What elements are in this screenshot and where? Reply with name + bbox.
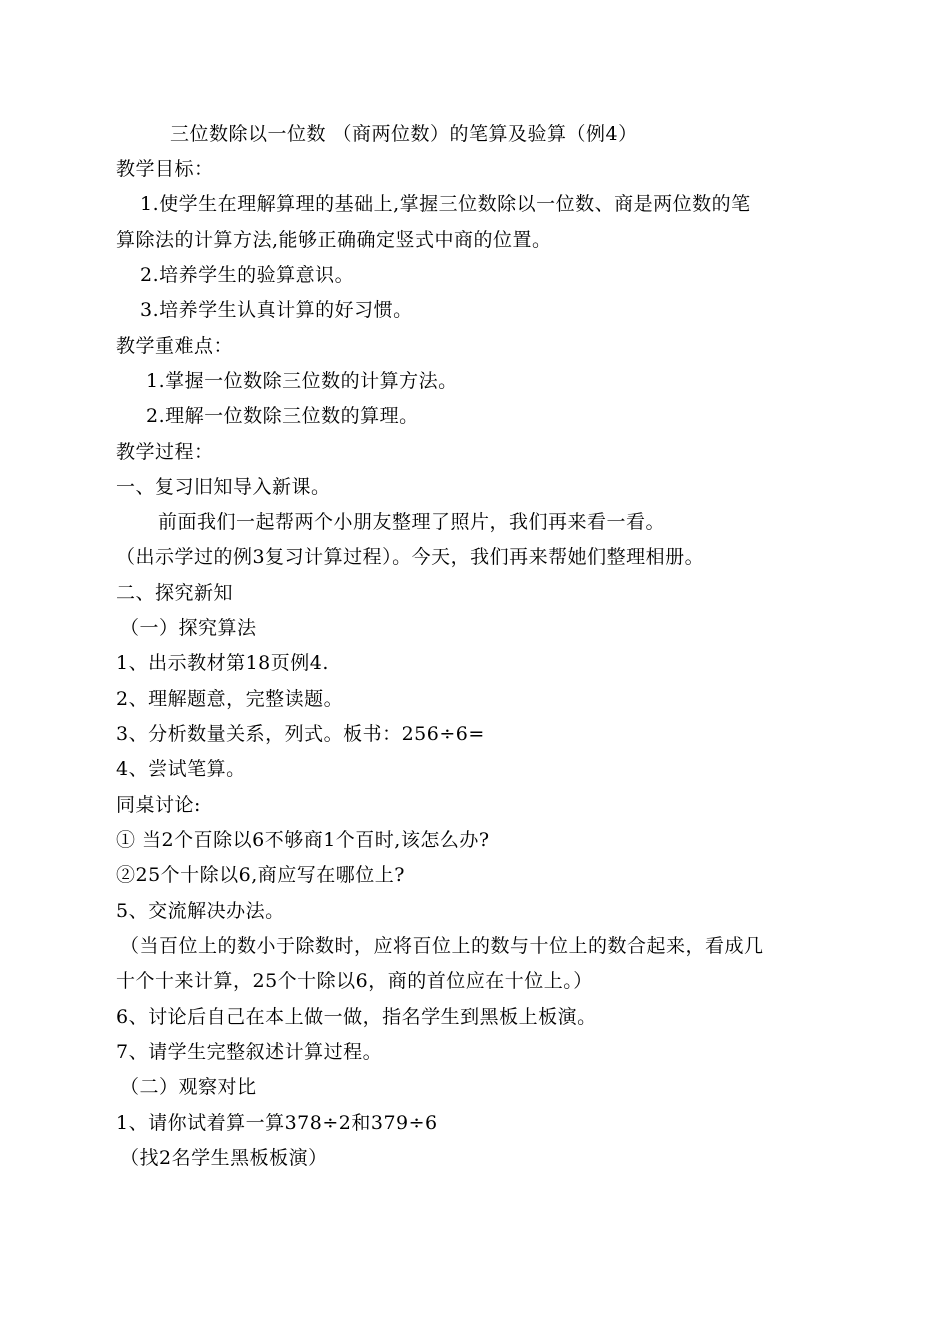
- discussion-question-2: ②25个十除以6,商应写在哪位上?: [116, 864, 405, 886]
- objective-1-continued: 算除法的计算方法,能够正确确定竖式中商的位置。: [116, 229, 552, 251]
- list-item: 1、出示教材第18页例4.: [116, 652, 329, 674]
- list-item: 1、请你试着算一算378÷2和379÷6: [116, 1112, 438, 1134]
- key-point-1: 1.掌握一位数除三位数的计算方法。: [146, 370, 458, 392]
- note-text: （找2名学生黑板板演）: [120, 1147, 328, 1169]
- list-item: 5、交流解决办法。: [116, 900, 285, 922]
- paragraph-intro-2: （出示学过的例3复习计算过程）。今天，我们再来帮她们整理相册。: [116, 546, 705, 568]
- list-item: 3、分析数量关系，列式。板书：256÷6=: [116, 723, 485, 745]
- process-step-explore: 二、探究新知: [116, 582, 234, 604]
- process-step-review: 一、复习旧知导入新课。: [116, 476, 331, 498]
- document-title: 三位数除以一位数 （商两位数）的笔算及验算（例4）: [170, 123, 638, 145]
- discussion-question-1: ① 当2个百除以6不够商1个百时,该怎么办?: [116, 829, 490, 851]
- explanation-paragraph-2: 十个十来计算，25个十除以6，商的首位应在十位上。）: [116, 970, 593, 992]
- explanation-paragraph: （当百位上的数小于除数时，应将百位上的数与十位上的数合起来，看成几: [120, 935, 764, 957]
- section-heading-key-points: 教学重难点：: [116, 335, 234, 357]
- section-heading-process: 教学过程：: [116, 441, 214, 463]
- objective-2: 2.培养学生的验算意识。: [140, 264, 355, 286]
- objective-1: 1.使学生在理解算理的基础上,掌握三位数除以一位数、商是两位数的笔: [140, 193, 751, 215]
- section-heading-objectives: 教学目标：: [116, 158, 214, 180]
- discussion-heading: 同桌讨论:: [116, 794, 201, 816]
- list-item: 2、理解题意，完整读题。: [116, 688, 344, 710]
- subsection-explore-algorithm: （一）探究算法: [120, 617, 257, 639]
- key-point-2: 2.理解一位数除三位数的算理。: [146, 405, 419, 427]
- paragraph-intro: 前面我们一起帮两个小朋友整理了照片，我们再来看一看。: [158, 511, 666, 533]
- list-item: 6、讨论后自己在本上做一做，指名学生到黑板上板演。: [116, 1006, 597, 1028]
- objective-3: 3.培养学生认真计算的好习惯。: [140, 299, 413, 321]
- subsection-compare: （二）观察对比: [120, 1076, 257, 1098]
- list-item: 7、请学生完整叙述计算过程。: [116, 1041, 383, 1063]
- list-item: 4、尝试笔算。: [116, 758, 246, 780]
